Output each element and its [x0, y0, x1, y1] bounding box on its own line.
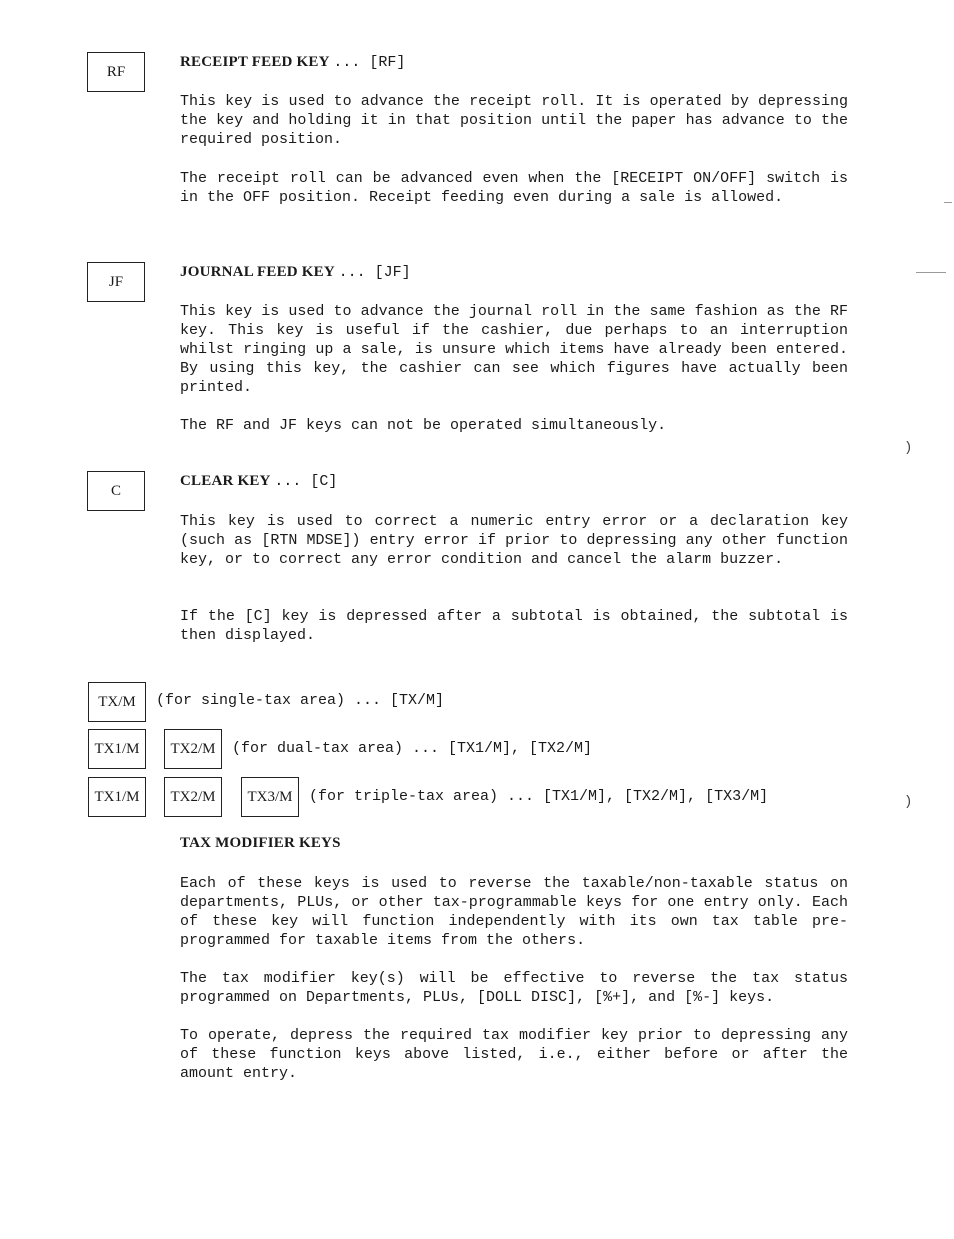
rf-para-2: The receipt roll can be advanced even when the [RECEIPT ON/OFF] switch is in the OFF position. Receipt feeding even during a sale is allowed.: [180, 170, 848, 206]
jf-title: JOURNAL FEED KEY: [180, 264, 335, 280]
jf-tag: ... [JF]: [338, 264, 411, 281]
tx1-m-key-box-triple: [88, 777, 146, 817]
jf-para-2: The RF and JF keys can not be operated simultaneously.: [180, 417, 667, 434]
c-para-2: If the [C] key is depressed after a subtotal is obtained, the subtotal is then displayed.: [180, 608, 848, 644]
triple-tax-text: (for triple-tax area) ... [TX1/M], [TX2/M], [TX3/M]: [309, 788, 769, 805]
tx3-m-key-box-triple: [241, 777, 299, 817]
tx3-m-key-label-triple: TX3/M: [247, 788, 293, 805]
margin-mark: [944, 202, 952, 203]
jf-key-box: [87, 262, 145, 302]
tax-para-2: The tax modifier key(s) will be effective to reverse the tax status programmed on Departments, PLUs, [DOLL DISC], [%+], and [%-] keys.: [180, 970, 848, 1006]
tx1-m-key-label-dual: TX1/M: [94, 740, 140, 757]
c-key-box: [87, 471, 145, 511]
jf-para-1: This key is used to advance the journal roll in the same fashion as the RF key. This key is useful if the cashier, due perhaps to an interruption whilst ringing up a sale, is unsure which items have already been entered. By using this key, the cashier can see which figures have actually been printed.: [180, 303, 848, 396]
tx2-m-key-label-dual: TX2/M: [170, 740, 216, 757]
rf-key-label: RF: [106, 63, 126, 80]
tax-heading: [180, 835, 341, 852]
tax-title: TAX MODIFIER KEYS: [180, 835, 341, 851]
rf-title: RECEIPT FEED KEY: [180, 54, 330, 70]
margin-paren-mark: ): [904, 440, 913, 456]
tax-para-3: To operate, depress the required tax modifier key prior to depressing any of these function keys above listed, i.e., either before or after the amount entry.: [180, 1027, 848, 1082]
dual-tax-text: (for dual-tax area) ... [TX1/M], [TX2/M]: [232, 740, 593, 757]
margin-mark: [916, 272, 946, 273]
tx-m-key-box: [88, 682, 146, 722]
rf-para-1: This key is used to advance the receipt roll. It is operated by depressing the key and holding it in that position until the paper has advance to the required position.: [180, 93, 848, 148]
rf-tag: ... [RF]: [333, 54, 406, 71]
jf-heading: [180, 264, 411, 281]
rf-heading: [180, 54, 405, 71]
tx2-m-key-box-triple: [164, 777, 222, 817]
margin-paren-mark: ): [904, 794, 913, 810]
rf-key-box: [87, 52, 145, 92]
c-key-label: C: [110, 482, 121, 499]
c-tag: ... [C]: [274, 473, 338, 490]
jf-key-label: JF: [108, 273, 124, 290]
tx2-m-key-box-dual: [164, 729, 222, 769]
tx1-m-key-label-triple: TX1/M: [94, 788, 140, 805]
tx-m-key-label: TX/M: [98, 693, 136, 710]
c-title: CLEAR KEY: [180, 473, 271, 489]
tax-para-1: Each of these keys is used to reverse the taxable/non-taxable status on departments, PLUs, or other tax-programmable keys for one entry only. Each of these key will function independently with its own tax table pre-programmed for taxable items from the others.: [180, 875, 848, 949]
tx1-m-key-box-dual: [88, 729, 146, 769]
tx2-m-key-label-triple: TX2/M: [170, 788, 216, 805]
c-heading: [180, 473, 337, 490]
c-para-1: This key is used to correct a numeric entry error or a declaration key (such as [RTN MDSE]) entry error if prior to depressing any other function key, or to correct any error condition and cancel the alarm buzzer.: [180, 513, 848, 568]
single-tax-text: (for single-tax area) ... [TX/M]: [156, 692, 445, 709]
